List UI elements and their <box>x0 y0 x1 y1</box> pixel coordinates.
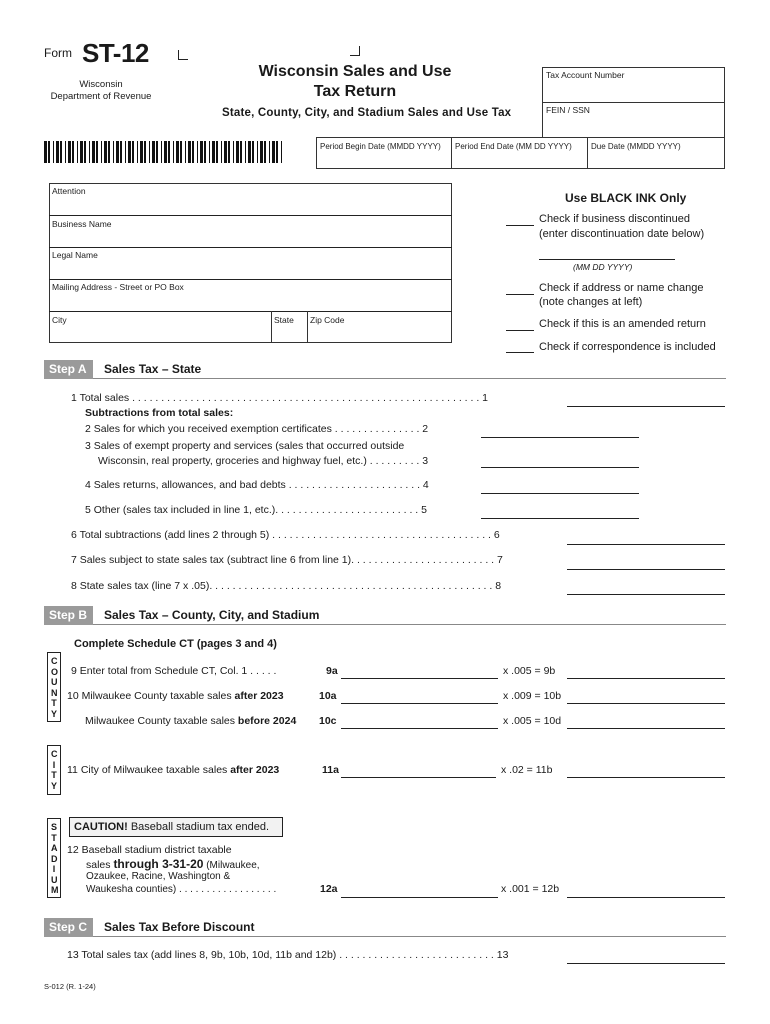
divider <box>49 279 452 280</box>
caution-text: Baseball stadium tax ended. <box>127 821 270 833</box>
black-ink-note: Use BLACK INK Only <box>565 191 687 205</box>
address-block <box>49 183 452 343</box>
line-7-field[interactable] <box>567 569 725 570</box>
period-end-label: Period End Date (MM DD YYYY) <box>455 142 572 151</box>
line-12b-rate: x .001 = 12b <box>501 883 560 895</box>
line-13-field[interactable] <box>567 963 725 964</box>
line-2-field[interactable] <box>481 437 639 438</box>
line-8-label: 8 State sales tax (line 7 x .05). . . . . . . . . . . . . . . . . . . . . . . . . . . . . . . . . . . . . . . . . . . . . . . . . 8 <box>71 580 502 592</box>
city-label: City <box>52 315 67 325</box>
line-11-text: 11 City of Milwaukee taxable sales <box>67 764 231 776</box>
address-change-label: Check if address or name change <box>539 282 704 294</box>
period-begin-field[interactable] <box>316 137 452 169</box>
form-title-2: Tax Return <box>313 83 397 100</box>
step-c-title: Sales Tax Before Discount <box>104 920 255 934</box>
line-9a-field[interactable] <box>341 678 498 679</box>
stadium-text: STADIUM <box>51 822 59 895</box>
divider <box>49 247 452 248</box>
line-10c-num: 10c <box>319 715 337 727</box>
line-3-label-2: Wisconsin, real property, groceries and highway fuel, etc.) . . . . . . . . . 3 <box>98 455 429 467</box>
zip-label: Zip Code <box>310 315 345 325</box>
line-6-field[interactable] <box>567 544 725 545</box>
line-10c-text: Milwaukee County taxable sales <box>85 715 238 727</box>
stadium-vertical-label <box>47 818 61 898</box>
county-vertical-label <box>47 652 61 722</box>
line-10b-rate: x .009 = 10b <box>503 690 562 702</box>
line-10-label <box>67 690 284 702</box>
line-11a-field[interactable] <box>341 777 496 778</box>
discontinued-check[interactable] <box>506 225 534 226</box>
line-1-field[interactable] <box>567 406 725 407</box>
line-3-field[interactable] <box>481 467 639 468</box>
discontinued-label-2: (enter discontinuation date below) <box>539 228 705 240</box>
line-10c-field[interactable] <box>341 728 498 729</box>
line-11b-rate: x .02 = 11b <box>501 764 553 776</box>
due-date-label: Due Date (MMDD YYYY) <box>591 142 681 151</box>
line-8-field[interactable] <box>567 594 725 595</box>
line-11a-num: 11a <box>322 764 339 776</box>
line-4-field[interactable] <box>481 493 639 494</box>
legal-name-label: Legal Name <box>52 250 98 260</box>
line-13-label: 13 Total sales tax (add lines 8, 9b, 10b, 10d, 11b and 12b) . . . . . . . . . . . . . . . . . . . . . . . . . . . 13 <box>67 949 509 961</box>
line-2-label: 2 Sales for which you received exemption certificates . . . . . . . . . . . . . . . 2 <box>85 423 429 435</box>
divider <box>271 311 272 343</box>
line-10c-bold: before 2024 <box>237 715 297 727</box>
line-12a-num: 12a <box>320 883 338 895</box>
line-4-label: 4 Sales returns, allowances, and bad debts . . . . . . . . . . . . . . . . . . . . . . . 4 <box>85 479 429 491</box>
city-vertical-label <box>47 745 61 795</box>
line-12-bold: through 3-31-20 <box>113 857 204 871</box>
line-12-text: sales <box>86 859 114 871</box>
dept-line1: Wisconsin <box>79 79 123 90</box>
line-10d-rate: x .005 = 10d <box>503 715 562 727</box>
line-11-label <box>67 764 279 776</box>
tax-account-field[interactable] <box>542 67 725 103</box>
address-change-check[interactable] <box>506 294 534 295</box>
step-a-title: Sales Tax – State <box>104 362 202 376</box>
step-a-tag: Step A <box>44 360 93 379</box>
address-change-label-2: (note changes at left) <box>539 296 643 308</box>
subtractions-heading: Subtractions from total sales: <box>85 407 234 419</box>
period-end-field[interactable] <box>451 137 588 169</box>
barcode <box>44 141 288 163</box>
form-number: ST-12 <box>82 38 149 68</box>
tax-account-label: Tax Account Number <box>546 70 625 80</box>
corner-mark <box>350 46 360 56</box>
county-text: COUNTY <box>51 656 59 719</box>
fein-label: FEIN / SSN <box>546 105 590 115</box>
divider <box>49 311 452 312</box>
line-9a-num: 9a <box>326 665 338 677</box>
line-7-label: 7 Sales subject to state sales tax (subtract line 6 from line 1). . . . . . . . . . . . . . . . . . . . . . . . . 7 <box>71 554 503 566</box>
correspondence-check[interactable] <box>506 352 534 353</box>
state-label: State <box>274 315 294 325</box>
line-10c-label <box>85 715 296 727</box>
line-12-label-2 <box>86 857 260 871</box>
line-10b-field[interactable] <box>567 703 725 704</box>
due-date-field[interactable] <box>587 137 725 169</box>
line-10d-field[interactable] <box>567 728 725 729</box>
line-9b-rate: x .005 = 9b <box>503 665 556 677</box>
step-b-header <box>44 606 726 625</box>
amended-label: Check if this is an amended return <box>539 318 706 330</box>
line-9-label: 9 Enter total from Schedule CT, Col. 1 . . . . . <box>71 665 277 677</box>
corner-mark <box>178 50 188 60</box>
form-code: S-012 (R. 1-24) <box>44 982 96 991</box>
form-subtitle: State, County, City, and Stadium Sales and Use Tax <box>222 107 512 119</box>
line-10a-field[interactable] <box>341 703 498 704</box>
line-10-text: 10 Milwaukee County taxable sales <box>67 690 235 702</box>
dept-line2: Department of Revenue <box>50 91 152 102</box>
step-c-tag: Step C <box>44 918 93 937</box>
step-a-header <box>44 360 726 379</box>
line-12-label-4: Waukesha counties) . . . . . . . . . . . . . . . . . . <box>86 884 277 895</box>
correspondence-label: Check if correspondence is included <box>539 341 716 353</box>
caution-bold: CAUTION! <box>74 821 128 833</box>
line-3-label: 3 Sales of exempt property and services (sales that occurred outside <box>85 440 405 452</box>
line-11-bold: after 2023 <box>230 764 280 776</box>
period-begin-label: Period Begin Date (MMDD YYYY) <box>320 142 441 151</box>
divider <box>307 311 308 343</box>
form-word: Form <box>44 46 72 60</box>
line-9b-field[interactable] <box>567 678 725 679</box>
step-c-header <box>44 918 726 937</box>
city-text: CITY <box>51 749 58 791</box>
fein-field[interactable] <box>542 102 725 138</box>
line-5-label: 5 Other (sales tax included in line 1, etc.). . . . . . . . . . . . . . . . . . . . . . . . . 5 <box>85 504 427 516</box>
step-b-tag: Step B <box>44 606 93 625</box>
amended-check[interactable] <box>506 330 534 331</box>
line-5-field[interactable] <box>481 518 639 519</box>
mailing-address-label: Mailing Address - Street or PO Box <box>52 282 184 292</box>
discontinued-label: Check if business discontinued <box>539 213 691 225</box>
line-12-label-3: Ozaukee, Racine, Washington & <box>86 871 231 882</box>
discontinued-date-line[interactable] <box>539 259 675 260</box>
line-12a-field[interactable] <box>341 897 498 898</box>
line-1-label: 1 Total sales . . . . . . . . . . . . . . . . . . . . . . . . . . . . . . . . . . . . . . . . . . . . . . . . . . . . . . . . . . . . 1 <box>71 392 489 404</box>
line-11b-field[interactable] <box>567 777 725 778</box>
attention-label: Attention <box>52 186 86 196</box>
line-12-label: 12 Baseball stadium district taxable <box>67 844 232 856</box>
line-12-text-2: (Milwaukee, <box>203 860 260 871</box>
step-b-title: Sales Tax – County, City, and Stadium <box>104 608 320 622</box>
line-10-bold: after 2023 <box>234 690 284 702</box>
line-12b-field[interactable] <box>567 897 725 898</box>
business-name-label: Business Name <box>52 219 112 229</box>
date-format-hint: (MM DD YYYY) <box>573 262 633 272</box>
divider <box>49 215 452 216</box>
schedule-ct-note: Complete Schedule CT (pages 3 and 4) <box>74 638 277 650</box>
line-6-label: 6 Total subtractions (add lines 2 through 5) . . . . . . . . . . . . . . . . . . . . . . . . . . . . . . . . . . . . . . 6 <box>71 529 500 541</box>
form-title-1: Wisconsin Sales and Use <box>258 63 452 80</box>
caution-box <box>69 817 283 837</box>
line-10a-num: 10a <box>319 690 337 702</box>
